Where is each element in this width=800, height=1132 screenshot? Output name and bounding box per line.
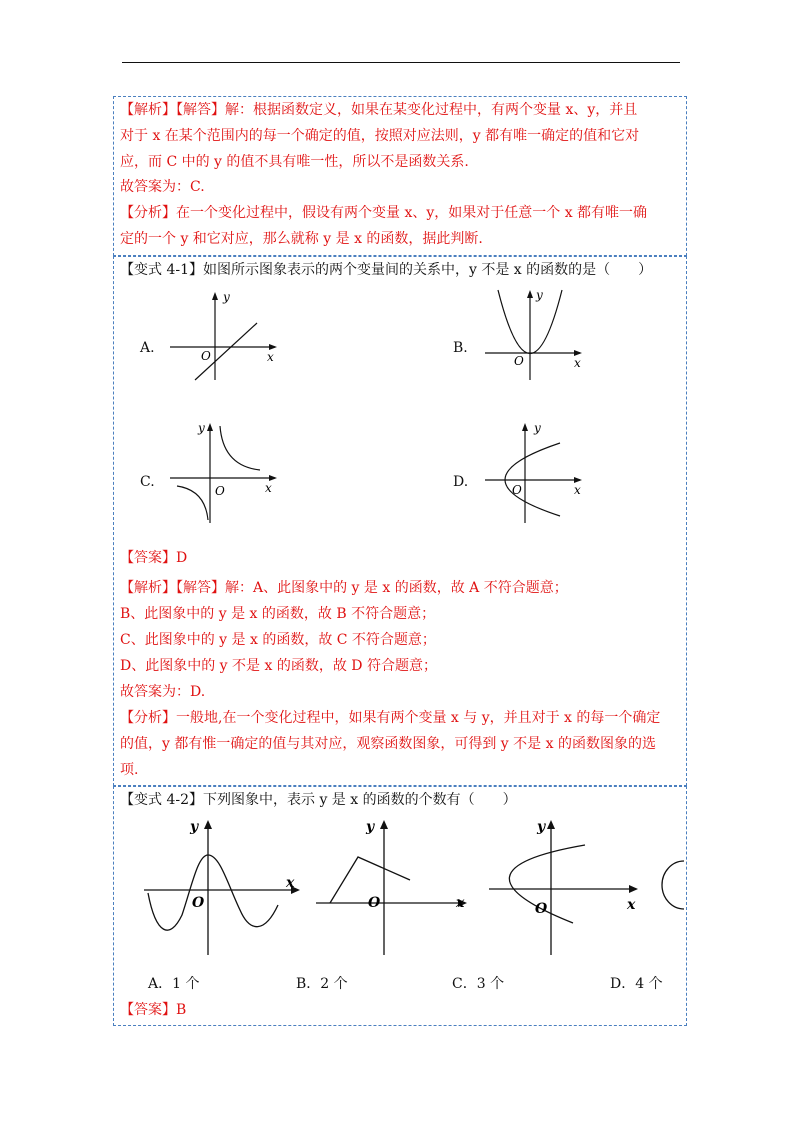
text-line: 的值，y 都有惟一确定的值与其对应，观察函数图象，可得到 y 不是 x 的函数图象的选 xyxy=(120,736,656,752)
y-axis-label: y xyxy=(223,290,230,304)
origin-label: O xyxy=(192,895,205,911)
option-a-label: A. xyxy=(140,340,155,356)
header-rule xyxy=(122,62,680,63)
text-line: 定的一个 y 和它对应，那么就称 y 是 x 的函数，据此判断. xyxy=(120,231,483,247)
text-line: 【分析】一般地,在一个变化过程中，如果有两个变量 x 与 y，并且对于 x 的每一个确定 xyxy=(120,710,661,726)
graph-d xyxy=(480,418,590,528)
choice-b: B．2 个 xyxy=(296,976,348,992)
answer-text: 【答案】B xyxy=(120,1002,187,1018)
question-text: 【变式 4-1】如图所示图象表示的两个变量间的关系中，y 不是 x 的函数的是（ ） xyxy=(120,262,653,278)
graph-circle-partial xyxy=(660,855,686,915)
y-axis-label: y xyxy=(366,819,375,835)
origin-label: O xyxy=(215,484,225,498)
graph-a xyxy=(165,285,290,385)
text-line: B、此图象中的 y 是 x 的函数，故 B 不符合题意； xyxy=(120,606,436,622)
graph-b xyxy=(480,285,590,385)
text-line: 应，而 C 中的 y 的值不具有唯一性，所以不是函数关系. xyxy=(120,154,469,170)
option-c-label: C. xyxy=(140,474,155,490)
text-line: D、此图象中的 y 不是 x 的函数，故 D 符合题意； xyxy=(120,658,437,674)
origin-label: O xyxy=(535,901,548,917)
text-line: 故答案为：C. xyxy=(120,179,205,195)
x-axis-label: x xyxy=(456,895,465,911)
y-axis-label: y xyxy=(198,421,205,435)
x-axis-label: x xyxy=(574,356,581,370)
y-axis-label: y xyxy=(190,819,199,835)
text-line: 对于 x 在某个范围内的每一个确定的值，按照对应法则，y 都有唯一确定的值和它对 xyxy=(120,128,640,144)
answer-text: 【答案】D xyxy=(120,550,188,566)
origin-label: O xyxy=(201,349,211,363)
graph-sideways-parabola xyxy=(485,815,645,960)
text-line: 【分析】在一个变化过程中，假设有两个变量 x、y，如果对于任意一个 x 都有唯一确 xyxy=(120,205,648,221)
option-d-label: D. xyxy=(453,474,469,490)
text-line: C、此图象中的 y 是 x 的函数，故 C 不符合题意； xyxy=(120,632,436,648)
question-text: 【变式 4-2】下列图象中，表示 y 是 x 的函数的个数有（ ） xyxy=(120,792,517,808)
choice-c: C．3 个 xyxy=(452,976,505,992)
choice-d: D．4 个 xyxy=(610,976,663,992)
text-line: 故答案为：D. xyxy=(120,684,206,700)
graph-c xyxy=(165,418,290,528)
y-axis-label: y xyxy=(534,421,541,435)
x-axis-label: x xyxy=(286,875,295,891)
y-axis-label: y xyxy=(537,819,546,835)
x-axis-label: x xyxy=(265,481,272,495)
graph-polyline xyxy=(312,815,472,960)
x-axis-label: x xyxy=(267,350,274,364)
origin-label: O xyxy=(514,354,524,368)
x-axis-label: x xyxy=(627,897,636,913)
text-line: 项. xyxy=(120,762,139,778)
graph-sine xyxy=(140,815,305,960)
text-line: 【解析】【解答】解：A、此图象中的 y 是 x 的函数，故 A 不符合题意； xyxy=(120,580,568,596)
choice-a: A．1 个 xyxy=(148,976,200,992)
option-b-label: B. xyxy=(453,340,468,356)
origin-label: O xyxy=(512,483,522,497)
text-line: 【解析】【解答】解：根据函数定义，如果在某变化过程中，有两个变量 x、y，并且 xyxy=(120,102,638,118)
y-axis-label: y xyxy=(536,288,543,302)
origin-label: O xyxy=(368,895,381,911)
x-axis-label: x xyxy=(574,483,581,497)
